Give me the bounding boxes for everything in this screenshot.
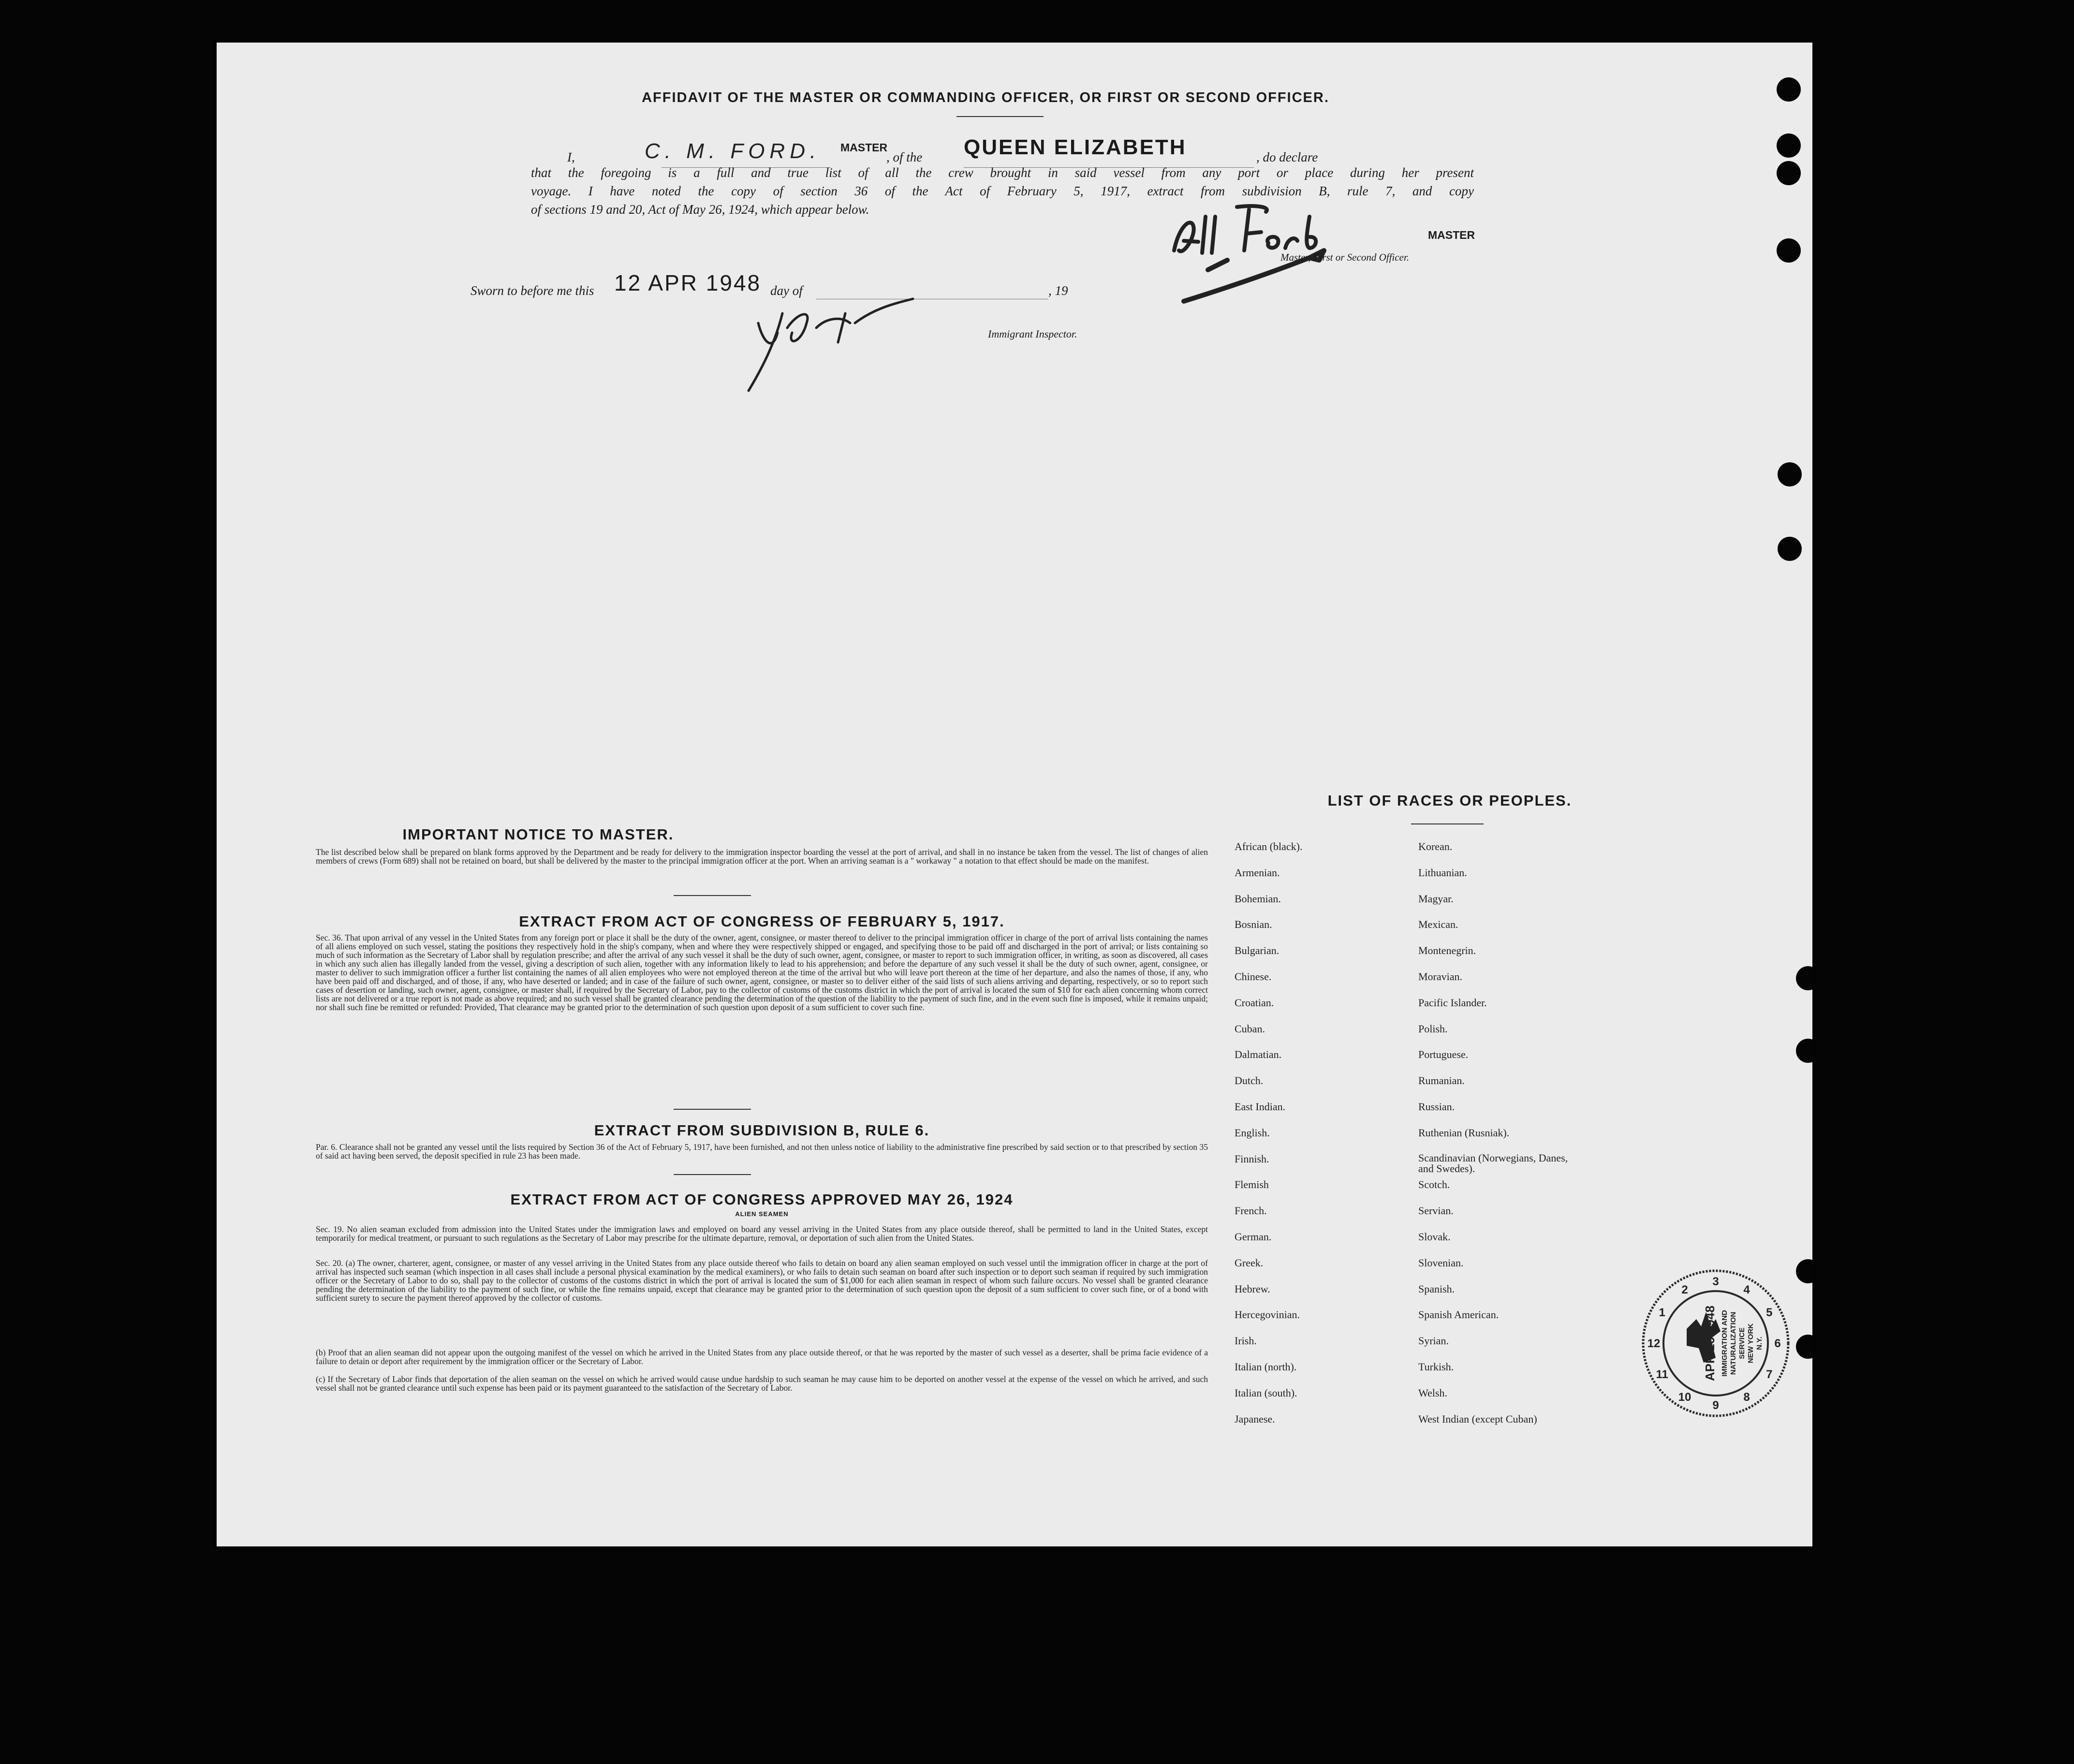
immigration-stamp xyxy=(1638,1266,1793,1421)
race-item: Welsh. xyxy=(1418,1386,1447,1399)
race-item: Hebrew. xyxy=(1235,1282,1270,1295)
race-item: Japanese. xyxy=(1235,1412,1275,1425)
race-item: Korean. xyxy=(1418,840,1453,853)
race-item: Pacific Islander. xyxy=(1418,996,1487,1009)
stamp-ring-number: 2 xyxy=(1681,1283,1688,1297)
extract-1924-title: EXTRACT FROM ACT OF CONGRESS APPROVED MAY 26, 1924 xyxy=(510,1191,1014,1208)
inspector-signature xyxy=(729,270,932,396)
race-item: Flemish xyxy=(1235,1178,1269,1191)
sworn-date-stamp: 12 APR 1948 xyxy=(614,270,762,295)
punch-hole xyxy=(1777,161,1801,185)
extract-1924-sec20: Sec. 20. (a) The owner, charterer, agent, consignee, or master of any vessel arriving in the United States from any place outside thereof who fails to detain on board any alien seaman employed on such vessel until the immigration officer in charge at the port of arrival has inspected such seaman (which inspection in all cases shall include a personal physical examination by the medical examiners), or who fails to detain such seaman on board after such inspection or to deport such seaman if required by such immigration officer or the Secretary of Labor to do so, shall pay to the collector of customs of the customs district in which the port of arrival is located the sum of $1,000 for each alien seaman in respect of whom such failure occurs. No vessel shall be granted clearance pending the determination of the liability to the payment of such fine, or while the fine remains unpaid, except that clearance may be granted prior to the determination of such question upon the deposit of a sum sufficient to cover such fine, or of a bond with sufficient surety to secure the payment thereof approved by the collector of customs. xyxy=(316,1258,1208,1303)
race-item: Chinese. xyxy=(1235,970,1272,983)
officer-caption: Master, First or Second Officer. xyxy=(1280,251,1409,263)
stamp-ring-number: 3 xyxy=(1712,1275,1719,1288)
stamp-line-1: IMMIGRATION AND xyxy=(1721,1310,1729,1377)
punch-hole xyxy=(1777,238,1801,263)
race-item: African (black). xyxy=(1235,840,1303,853)
race-item: English. xyxy=(1235,1126,1270,1139)
race-item: Slovak. xyxy=(1418,1231,1451,1243)
punch-hole xyxy=(1778,537,1802,561)
extract-1924-sec19: Sec. 19. No alien seaman excluded from admission into the United States under the immigration laws and employed on board any vessel arriving in the United States from any place outside thereof, shall be permitted to land in the United States, except temporarily for medical treatment, or pursuant to such regulations as the Secretary of Labor may prescribe for the ultimate departure, removal, or deportation of such alien from the United States. xyxy=(316,1224,1208,1243)
sworn-day-of: day of xyxy=(770,283,803,298)
stamp-date: APR 16 1948 xyxy=(1703,1305,1717,1382)
stamp-ring-number: 8 xyxy=(1743,1390,1750,1404)
punch-hole xyxy=(1796,1259,1812,1283)
stamp-ring-number: 7 xyxy=(1766,1368,1773,1381)
extract-1924-sec20c: (c) If the Secretary of Labor finds that deportation of the alien seaman on the vessel on which he arrived would cause undue hardship to such seaman he may cause him to be deported on another vessel at the expense of the vessel on which he arrived, and such vessel shall not be granted clearance until such expense has been paid or its payment guaranteed to the satisfaction of the Secretary of Labor. xyxy=(316,1374,1208,1393)
title-divider xyxy=(956,116,1044,117)
race-item: Servian. xyxy=(1418,1205,1454,1217)
divider-3 xyxy=(674,1174,751,1175)
race-item: Moravian. xyxy=(1418,970,1463,983)
master-stamp: MASTER xyxy=(1428,229,1475,241)
race-item: Bohemian. xyxy=(1235,892,1281,905)
race-item: Polish. xyxy=(1418,1022,1448,1035)
race-item: Italian (south). xyxy=(1235,1386,1297,1399)
stamp-ring-number: 5 xyxy=(1766,1306,1773,1319)
race-item: Bosnian. xyxy=(1235,918,1272,931)
declaration-line-3: voyage. I have noted the copy of section 36 of the Act of February 5, 1917, extract from subdivision B, rule 7, and copy xyxy=(531,184,1474,198)
declaration-line-2: that the foregoing is a full and true list of all the crew brought in said vessel from any port or place during her present xyxy=(531,165,1474,180)
stamp-line-4: NEW YORK xyxy=(1747,1323,1755,1364)
race-item: Magyar. xyxy=(1418,892,1454,905)
vessel-name: QUEEN ELIZABETH xyxy=(964,135,1187,159)
stamp-ring-number: 9 xyxy=(1712,1399,1719,1412)
race-item: Portuguese. xyxy=(1418,1048,1469,1061)
declaration-line-4: of sections 19 and 20, Act of May 26, 1924, which appear below. xyxy=(531,202,869,217)
race-item: Irish. xyxy=(1235,1335,1257,1347)
race-item: Scotch. xyxy=(1418,1178,1450,1191)
race-item: Cuban. xyxy=(1235,1022,1265,1035)
races-title: LIST OF RACES OR PEOPLES. xyxy=(1327,792,1572,809)
extract-1917-text: Sec. 36. That upon arrival of any vessel in the United States from any foreign port or place it shall be the duty of the owner, agent, consignee, or master thereof to deliver to the principal immigration officer in charge of the port of arrival lists containing the names of all aliens employed on such vessel, stating the positions they respectively hold in the ship's company, when and where they were respectively shipped or engaged, and specifying those to be paid off and discharged in the port of arrival; or lists containing so much of such information as the Secretary of Labor shall by regulation prescribe; and after the arrival of any such vessel it shall be the duty of such owner, agent, consignee, or master to report to such immigration officer, in writing, as soon as discovered, all cases in which any such alien has illegally landed from the vessel, giving a description of such alien, together with any information likely to lead to his apprehension; and before the departure of any such vessel it shall be the duty of such owner, agent, consignee, or master to deliver to such immigration officer a further list containing the names of all alien employees who were not employed thereon at the time of the arrival but who will leave port thereon at the time of her departure, and also the names of those, if any, who have been paid off and discharged, and of those, if any, who have deserted or landed; and in case of the failure of such owner, agent, consignee, or master so to deliver either of the said lists of such aliens arriving and departing, respectively, or so to report such cases of desertion or landing, such owner, agent, consignee, or master shall, if required by the Secretary of Labor, pay to the collector of customs of the customs district in which the port of arrival is located the sum of $10 for each alien concerning whom correct lists are not delivered or a true report is not made as above required; and no such vessel shall be granted clearance pending the determination of the question of the liability to the payment of such fine, and in the event such fine is imposed, while it remains unpaid; nor shall such fine be remitted or refunded: Provided, That clearance may be granted prior to the determination of such question upon deposit of a sum sufficient to cover such fine. xyxy=(316,933,1208,1012)
race-item: Armenian. xyxy=(1235,866,1280,879)
race-item: Slovenian. xyxy=(1418,1256,1464,1269)
race-item: French. xyxy=(1235,1205,1267,1217)
stamp-ring-number: 4 xyxy=(1743,1283,1750,1297)
race-item: Spanish American. xyxy=(1418,1308,1499,1321)
race-item: Russian. xyxy=(1418,1101,1455,1113)
race-item: Hercegovinian. xyxy=(1235,1308,1300,1321)
stamp-ring-number: 12 xyxy=(1647,1337,1661,1350)
divider-2 xyxy=(674,1109,751,1110)
punch-hole xyxy=(1796,1039,1812,1063)
stamp-line-3: SERVICE xyxy=(1738,1327,1746,1359)
inspector-caption: Immigrant Inspector. xyxy=(988,328,1077,340)
extract-1917-title: EXTRACT FROM ACT OF CONGRESS OF FEBRUARY 5, 1917. xyxy=(519,913,1005,930)
race-item: Rumanian. xyxy=(1418,1074,1465,1087)
master-title-stamp: MASTER xyxy=(840,141,888,154)
race-item: Italian (north). xyxy=(1235,1361,1297,1373)
extract-rule6-text: Par. 6. Clearance shall not be granted any vessel until the lists required by Section 36 of the Act of February 5, 1917, have been furnished, and not then unless notice of liability to the administrative fine prescribed by said section or to that prescribed by section 35 of said act having been served, the deposit specified in rule 23 has been made. xyxy=(316,1142,1208,1161)
punch-hole xyxy=(1796,966,1812,990)
i-label: I, xyxy=(567,150,575,164)
affidavit-title: AFFIDAVIT OF THE MASTER OR COMMANDING OFFICER, OR FIRST OR SECOND OFFICER. xyxy=(642,90,1329,105)
stamp-line-2: NATURALIZATION xyxy=(1729,1311,1737,1375)
stamp-ring-number: 1 xyxy=(1659,1306,1665,1319)
race-item: Mexican. xyxy=(1418,918,1458,931)
race-item: East Indian. xyxy=(1235,1101,1286,1113)
sworn-prefix: Sworn to before me this xyxy=(471,283,594,298)
race-item: Dalmatian. xyxy=(1235,1048,1282,1061)
sworn-year: , 19 xyxy=(1048,283,1068,298)
race-item: Ruthenian (Rusniak). xyxy=(1418,1126,1510,1139)
punch-hole xyxy=(1778,462,1802,486)
notice-text: The list described below shall be prepared on blank forms approved by the Department and be ready for delivery to the immigration inspector boarding the vessel at the port of arrival, and shall in no instance be taken from the vessel. The list of changes of alien members of crews (Form 689) shall not be retained on board, but shall be delivered by the master to the principal immigration officer at the port. When an arriving seaman is a " workaway " a notation to that effect should be made on the manifest. xyxy=(316,847,1208,866)
extract-rule6-title: EXTRACT FROM SUBDIVISION B, RULE 6. xyxy=(594,1122,930,1139)
race-item: West Indian (except Cuban) xyxy=(1418,1412,1537,1425)
punch-hole xyxy=(1777,77,1801,102)
races-divider xyxy=(1411,823,1484,824)
race-item: Turkish. xyxy=(1418,1361,1454,1373)
stamp-ring-number: 6 xyxy=(1774,1337,1781,1350)
race-item: Greek. xyxy=(1235,1256,1264,1269)
divider-1 xyxy=(674,895,751,896)
extract-1924-subtitle: ALIEN SEAMEN xyxy=(735,1210,789,1218)
race-item: Scandinavian (Norwegians, Danes, and Swedes). xyxy=(1418,1151,1568,1175)
race-item: Dutch. xyxy=(1235,1074,1264,1087)
stamp-ring-number: 11 xyxy=(1656,1368,1668,1381)
document-page xyxy=(217,43,1812,1546)
race-item: Finnish. xyxy=(1235,1152,1269,1165)
declaration-line-1 xyxy=(567,135,1389,168)
race-item: German. xyxy=(1235,1231,1272,1243)
punch-hole xyxy=(1777,133,1801,158)
punch-hole xyxy=(1796,1335,1812,1359)
race-item: Bulgarian. xyxy=(1235,944,1280,957)
race-item: Montenegrin. xyxy=(1418,944,1476,957)
extract-1924-sec20b: (b) Proof that an alien seaman did not appear upon the outgoing manifest of the vessel on which he arrived in the United States from any place outside thereof, or that he was reported by the master of such vessel as a deserter, shall be prima facie evidence of a failure to detain or deport after requirement by the immigration officer or the Secretary of Labor. xyxy=(316,1348,1208,1366)
declarant-name: C. M. FORD. xyxy=(645,139,821,163)
stamp-ring-number: 10 xyxy=(1678,1390,1692,1404)
race-item: Lithuanian. xyxy=(1418,866,1467,879)
race-item: Croatian. xyxy=(1235,996,1274,1009)
race-item: Spanish. xyxy=(1418,1282,1455,1295)
notice-title: IMPORTANT NOTICE TO MASTER. xyxy=(402,826,674,843)
do-declare-label: , do declare xyxy=(1256,150,1318,164)
race-item: Syrian. xyxy=(1418,1335,1449,1347)
of-the-label: , of the xyxy=(886,150,923,164)
stamp-line-5: N.Y. xyxy=(1755,1337,1764,1350)
